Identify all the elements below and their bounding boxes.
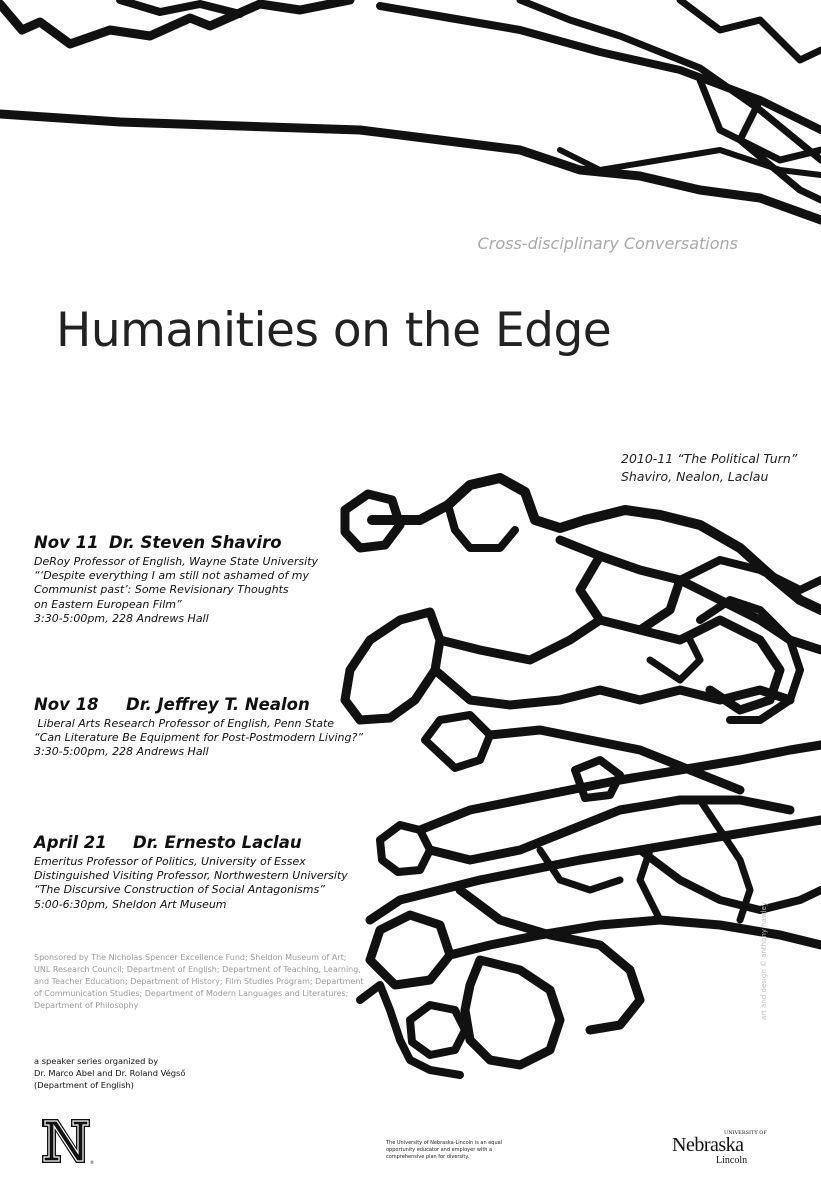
cluster-upper-15 xyxy=(650,640,700,680)
event-speaker: Dr. Steven Shaviro xyxy=(109,533,282,552)
cluster-lower-10 xyxy=(410,1005,465,1055)
season-speakers: Shaviro, Nealon, Laclau xyxy=(621,469,769,484)
event-detail: 3:30-5:00pm, 228 Andrews Hall xyxy=(34,745,209,759)
event-date: Nov 11 xyxy=(34,533,99,552)
event-detail: Emeritus Professor of Politics, University of Essex xyxy=(34,855,306,868)
event-detail: on Eastern European Film” xyxy=(34,597,182,611)
event-detail: 5:00-6:30pm, Sheldon Art Museum xyxy=(34,897,227,911)
cluster-lower-6 xyxy=(370,915,450,985)
event-speaker: Dr. Ernesto Laclau xyxy=(133,833,302,852)
cluster-lower-9 xyxy=(465,960,560,1065)
top-ribbon-4 xyxy=(520,0,821,160)
top-ribbon-7 xyxy=(0,114,821,220)
organizer-info xyxy=(34,1055,185,1091)
event-detail: DeRoy Professor of English, Wayne State University xyxy=(34,555,319,568)
sponsors-text: Sponsored by The Nicholas Spencer Excellence Fund; Sheldon Museum of Art; UNL Research Council; Department of English; Department of Teaching, Learning, and Teacher Education; Department of History; Film Studies Program; Department of Communication Studies; Department of Modern Languages and Literatures; Department of Philosophy xyxy=(34,953,364,1010)
cluster-upper-3 xyxy=(448,505,515,548)
svg-text:®: ® xyxy=(90,1160,94,1165)
event-detail: Liberal Arts Research Professor of English, Penn State xyxy=(34,717,335,730)
event-nealon xyxy=(34,694,434,760)
event-detail: 3:30-5:00pm, 228 Andrews Hall xyxy=(34,611,209,625)
unl-logo-sub: Lincoln xyxy=(716,1155,748,1166)
cluster-upper-14 xyxy=(680,560,821,590)
event-header xyxy=(34,694,434,716)
event-laclau xyxy=(34,832,434,912)
cluster-lower-12 xyxy=(640,850,821,910)
cluster-upper-9 xyxy=(435,670,790,705)
season-info xyxy=(621,450,797,486)
event-speaker: Dr. Jeffrey T. Nealon xyxy=(126,695,310,714)
event-detail: Distinguished Visiting Professor, Northwestern University xyxy=(34,869,348,883)
event-header xyxy=(34,532,434,554)
organizer-line: a speaker series organized by xyxy=(34,1056,159,1066)
event-detail: “The Discursive Construction of Social Antagonisms” xyxy=(34,883,325,897)
organizer-names: Dr. Marco Abel and Dr. Roland Végső xyxy=(34,1068,186,1078)
cluster-upper-10 xyxy=(425,715,490,768)
event-date: April 21 xyxy=(34,833,107,852)
unl-wordmark-logo xyxy=(672,1130,768,1170)
unl-logo-small: UNIVERSITY OF xyxy=(724,1130,767,1136)
top-ribbon-2 xyxy=(120,0,240,14)
art-credit: art and design © anthony hawley xyxy=(760,901,768,1020)
organizer-department: (Department of English) xyxy=(34,1080,134,1090)
cluster-upper-8 xyxy=(440,620,600,660)
top-ribbon-5 xyxy=(680,0,821,60)
season-theme: 2010-11 “The Political Turn” xyxy=(621,451,798,466)
top-ribbon-6 xyxy=(700,80,821,200)
nebraska-n-logo xyxy=(40,1117,92,1165)
event-detail: “Can Literature Be Equipment for Post-Postmodern Living?” xyxy=(34,731,364,745)
event-header xyxy=(34,832,434,854)
event-date: Nov 18 xyxy=(34,695,99,714)
page-title: Humanities on the Edge xyxy=(56,303,612,358)
cluster-upper-2 xyxy=(372,478,585,528)
series-label: Cross-disciplinary Conversations xyxy=(477,234,738,253)
event-detail: “‘Despite everything I am still not ashamed of my xyxy=(34,569,310,583)
event-shaviro xyxy=(34,532,434,626)
eeo-statement: The University of Nebraska-Lincoln is an equal opportunity educator and employer with a comprehensive plan for diversity. xyxy=(386,1140,503,1160)
event-detail: Communist past’: Some Revisionary Thoughts xyxy=(34,583,289,597)
unl-logo-main: Nebraska xyxy=(672,1134,744,1156)
